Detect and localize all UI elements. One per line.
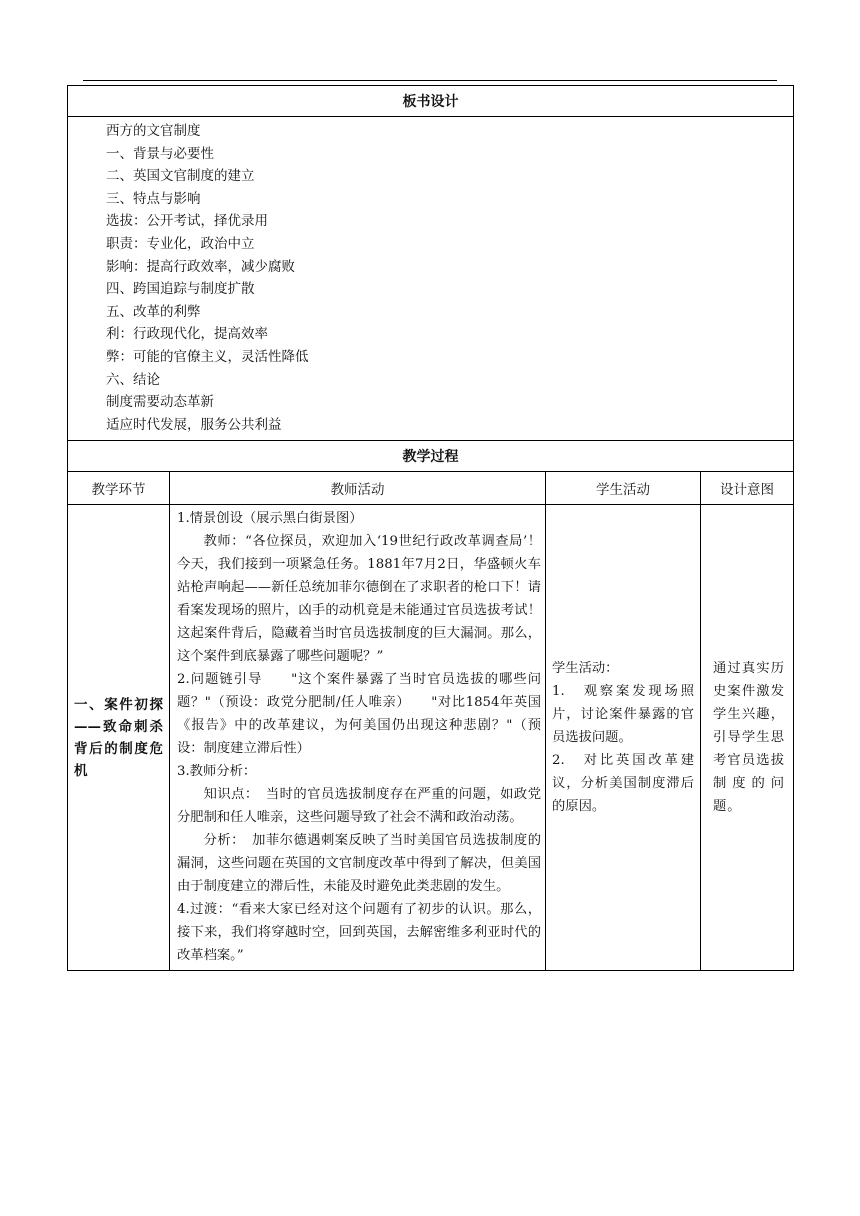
teacher-paragraph: 4.过渡：“看来大家已经对这个问题有了初步的认识。那么，接下来，我们将穿越时空，回到英国，去解密维多利亚时代的改革档案。” — [177, 902, 541, 964]
column-header-teacher: 教师活动 — [170, 472, 546, 505]
teacher-paragraph: 教师：“各位探员，欢迎加入‘19世纪行政改革调查局’！今天，我们接到一项紧急任务。1881年7月2日，华盛顿火车站枪声响起——新任总统加菲尔德倒在了求职者的枪口下！请看案发现场的照片，凶手的动机竟是未能通过官员选拔考试！这起案件背后，隐藏着当时官员选拔制度的巨大漏洞。那么，这个案件到底暴露了哪些问题呢？” — [177, 534, 541, 665]
teacher-paragraph: 3.教师分析： — [177, 764, 257, 780]
board-line: 影响：提高行政效率，减少腐败 — [106, 258, 295, 275]
lesson-table — [67, 85, 794, 971]
student-activity-item: 1. 观察案发现场照片，讨论案件暴露的官员选拔问题。 — [552, 684, 694, 746]
board-line: 职责：专业化，政治中立 — [106, 235, 255, 252]
teacher-paragraph: 分析： 加菲尔德遇刺案反映了当时美国官员选拔制度的漏洞，这些问题在英国的文官制度改革中得到了解决，但美国由于制度建立的滞后性，未能及时避免此类悲剧的发生。 — [177, 833, 541, 895]
top-rule — [83, 80, 777, 81]
board-line: 六、结论 — [106, 371, 160, 388]
board-line: 三、特点与影响 — [106, 190, 201, 207]
teacher-paragraph: 知识点： 当时的官员选拔制度存在严重的问题，如政党分肥制和任人唯亲，这些问题导致了社会不满和政治动荡。 — [177, 787, 541, 826]
board-line: 西方的文官制度 — [106, 123, 201, 139]
board-line: 利：行政现代化，提高效率 — [106, 326, 268, 343]
student-activity-title: 学生活动： — [552, 661, 619, 677]
student-activity-item: 2. 对比英国改革建议，分析美国制度滞后的原因。 — [552, 753, 694, 815]
board-line: 制度需要动态革新 — [106, 394, 214, 411]
design-intent-cell: 通过真实历史案件激发学生兴趣，引导学生思考官员选拔制度的问题。 — [701, 505, 794, 971]
board-line: 一、背景与必要性 — [106, 145, 214, 162]
teaching-process-title: 教学过程 — [68, 441, 794, 472]
teacher-paragraph: 1.情景创设（展示黑白街景图） — [177, 511, 363, 527]
board-design-content — [68, 117, 794, 441]
board-design-title: 板书设计 — [68, 86, 794, 117]
board-line: 四、跨国追踪与制度扩散 — [106, 281, 255, 298]
column-header-intent: 设计意图 — [701, 472, 794, 505]
board-line: 适应时代发展，服务公共利益 — [106, 416, 282, 433]
board-line: 二、英国文官制度的建立 — [106, 168, 255, 185]
student-activity-cell — [546, 505, 701, 971]
teacher-paragraph: 2.问题链引导 "这个案件暴露了当时官员选拔的哪些问题？"（预设：政党分肥制/任人唯亲） "对比1854年英国《报告》中的改革建议，为何美国仍出现这种悲剧？"（预设：制度建立滞后性） — [177, 672, 541, 757]
table-row — [68, 505, 794, 971]
teacher-activity-cell — [170, 505, 546, 971]
column-header-stage: 教学环节 — [68, 472, 170, 505]
board-line: 选拔：公开考试，择优录用 — [106, 213, 268, 230]
board-line: 五、改革的利弊 — [106, 303, 201, 320]
column-header-student: 学生活动 — [546, 472, 701, 505]
stage-cell: 一、案件初探——致命刺杀背后的制度危机 — [68, 505, 170, 971]
board-line: 弊：可能的官僚主义，灵活性降低 — [106, 348, 309, 365]
